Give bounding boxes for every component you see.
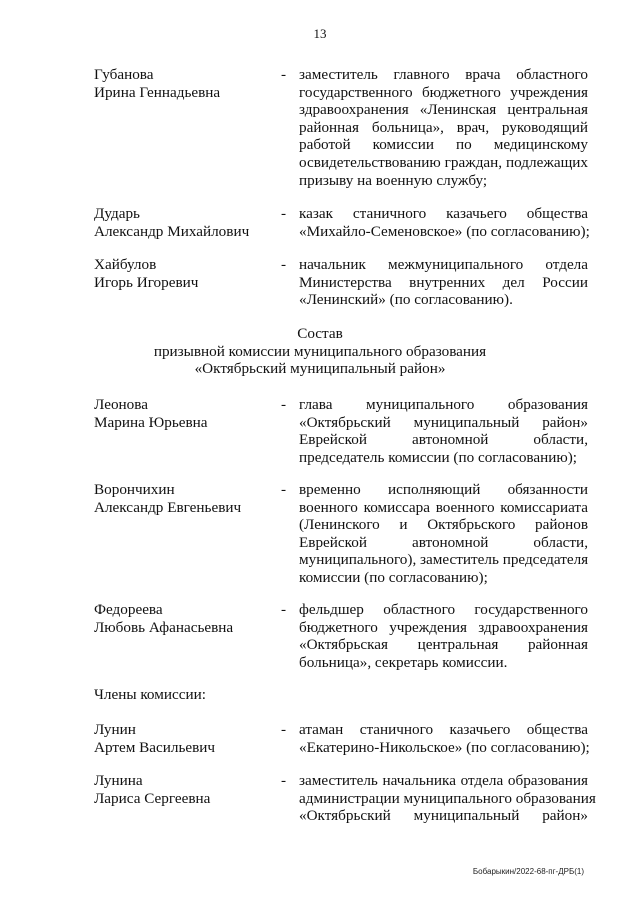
person-name: Губанова Ирина Геннадьевна	[94, 66, 221, 101]
position-description: фельдшер областного государственного бюджетного учреждения здравоохранения «Октябрьская центральная районная больница», секретарь комиссии.	[299, 601, 588, 671]
person-name: Федореева Любовь Афанасьевна	[94, 601, 234, 636]
members-label: Члены комиссии:	[94, 686, 206, 703]
person-name: Лунина Лариса Сергеевна	[94, 772, 211, 807]
position-description: временно исполняющий обязанности военного комиссара военного комиссариата (Ленинского и Октябрьского районов Еврейской автономной области, муниципального), заместитель председателя комиссии (по согласованию);	[299, 481, 589, 586]
dash-separator: -	[281, 66, 287, 83]
position-description: заместитель главного врача областного государственного бюджетного учреждения здравоохранения «Ленинская центральная районная больница», врач, руководящий работой комиссии по медицинскому освидетельствованию граждан, подлежащих призыву на военную службу;	[299, 66, 588, 189]
person-name: Ворончихин Александр Евгеньевич	[94, 481, 242, 516]
position-description: заместитель начальника отдела образования администрации муниципального образования «Октябрьский муниципальный район»	[299, 772, 596, 825]
dash-separator: -	[281, 205, 287, 222]
person-name: Леонова Марина Юрьевна	[94, 396, 208, 431]
person-name: Хайбулов Игорь Игоревич	[94, 256, 199, 291]
person-name: Лунин Артем Васильевич	[94, 721, 216, 756]
position-description: глава муниципального образования «Октябрьский муниципальный район» Еврейской автономной области, председатель комиссии (по согласованию);	[299, 396, 588, 466]
dash-separator: -	[281, 772, 287, 789]
position-description: казак станичного казачьего общества «Михайло-Семеновское» (по согласованию);	[299, 205, 590, 240]
dash-separator: -	[281, 256, 287, 273]
document-code: Бобарыкин/2022-68-пг-ДРБ(1)	[472, 867, 584, 876]
dash-separator: -	[281, 481, 287, 498]
dash-separator: -	[281, 396, 287, 413]
dash-separator: -	[281, 721, 287, 738]
person-name: Дударь Александр Михайлович	[94, 205, 250, 240]
position-description: атаман станичного казачьего общества «Екатерино-Никольское» (по согласованию);	[299, 721, 590, 756]
dash-separator: -	[281, 601, 287, 618]
section-heading: Состав призывной комиссии муниципального образования «Октябрьский муниципальный район»	[153, 325, 487, 378]
position-description: начальник межмуниципального отдела Министерства внутренних дел России «Ленинский» (по согласованию).	[299, 256, 588, 309]
page-number: 13	[313, 26, 327, 41]
